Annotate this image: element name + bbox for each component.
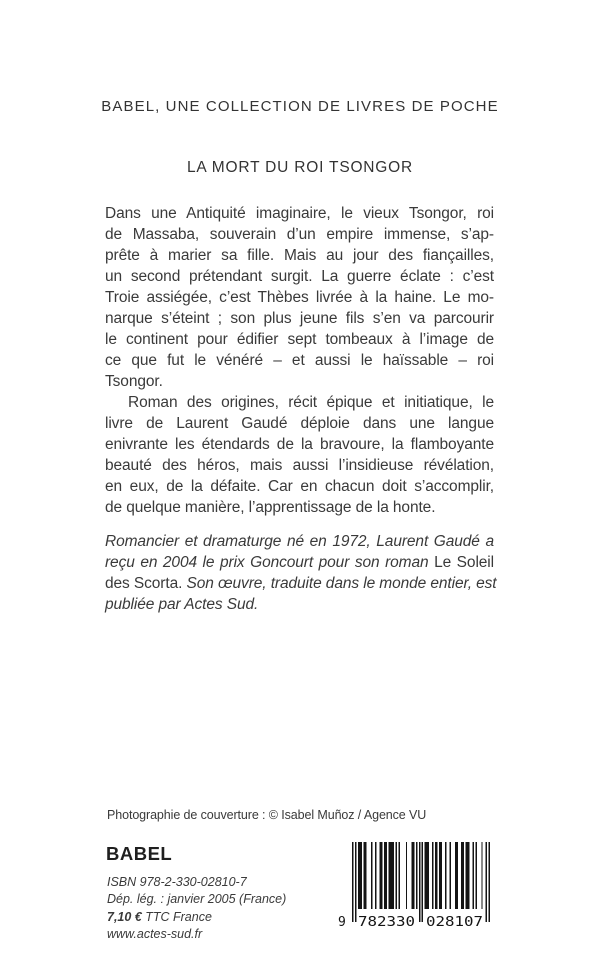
text-line: enivrante les étendards de la bravoure, la flamboyante: [105, 436, 494, 453]
text-line: de Massaba, souverain d’un empire immense, s’ap-: [105, 226, 494, 243]
text-line: Roman des origines, récit épique et initiatique, le: [128, 394, 494, 411]
text-line: en eux, de la défaite. Car en chacun doit s’accomplir,: [105, 478, 494, 495]
collection-header: BABEL, UNE COLLECTION DE LIVRES DE POCHE: [101, 98, 499, 115]
price-suffix: TTC France: [141, 909, 212, 924]
text-line: ce que fut le vénéré – et aussi le haïssable – roi: [105, 352, 494, 369]
svg-text:9: 9: [338, 915, 346, 928]
text-line: prête à marier sa fille. Mais au jour des fiançailles,: [105, 247, 494, 264]
text-line: Tsongor.: [105, 373, 163, 390]
svg-text:782330: 782330: [358, 915, 415, 928]
svg-text:028107: 028107: [426, 915, 483, 928]
ean13-barcode: [338, 842, 492, 928]
legal-deposit-line: Dép. lég. : janvier 2005 (France): [107, 892, 287, 907]
bio-book-title: Le Soleil: [434, 554, 494, 571]
bio-book-title: des Scorta.: [105, 575, 183, 592]
text-line: Troie assiégée, c’est Thèbes livrée à la haine. Le mo-: [105, 289, 494, 306]
bio-italic-text: publiée par Actes Sud.: [105, 596, 259, 613]
price-amount: 7,10 €: [107, 909, 142, 924]
synopsis-paragraph-2: [105, 392, 494, 518]
price-line: [107, 909, 286, 926]
imprint-block: [107, 874, 286, 943]
synopsis: [105, 203, 494, 518]
text-line: [105, 531, 494, 552]
text-line: [105, 594, 494, 615]
bio-italic-text: Romancier et dramaturge né en 1972, Laurent Gaudé a: [105, 533, 494, 550]
text-line: Dans une Antiquité imaginaire, le vieux Tsongor, roi: [105, 205, 494, 222]
author-bio: [105, 531, 497, 615]
bio-italic-text: Son œuvre, traduite dans le monde entier, est: [182, 575, 497, 592]
publisher-logo: BABEL: [106, 843, 173, 864]
isbn-line: ISBN 978-2-330-02810-7: [107, 875, 247, 889]
text-line: le continent pour édifier sept tombeaux à l’image de: [105, 331, 494, 348]
website-url: www.actes-sud.fr: [107, 926, 203, 941]
text-line: livre de Laurent Gaudé déploie dans une langue: [105, 415, 494, 432]
text-line: un second prétendant surgit. La guerre éclate : c’est: [105, 268, 494, 285]
text-line: [105, 552, 494, 573]
synopsis-paragraph-1: [105, 203, 494, 392]
book-title: LA MORT DU ROI TSONGOR: [186, 159, 414, 176]
photo-credit: Photographie de couverture : © Isabel Muñoz / Agence VU: [107, 808, 427, 822]
text-line: [105, 573, 497, 594]
bio-italic-text: reçu en 2004 le prix Goncourt pour son roman: [105, 554, 435, 571]
text-line: de quelque manière, l’apprentissage de la honte.: [105, 499, 436, 516]
text-line: narque s’éteint ; son plus jeune fils s’en va parcourir: [105, 310, 494, 327]
text-line: beauté des héros, mais aussi l’insidieuse révélation,: [105, 457, 494, 474]
